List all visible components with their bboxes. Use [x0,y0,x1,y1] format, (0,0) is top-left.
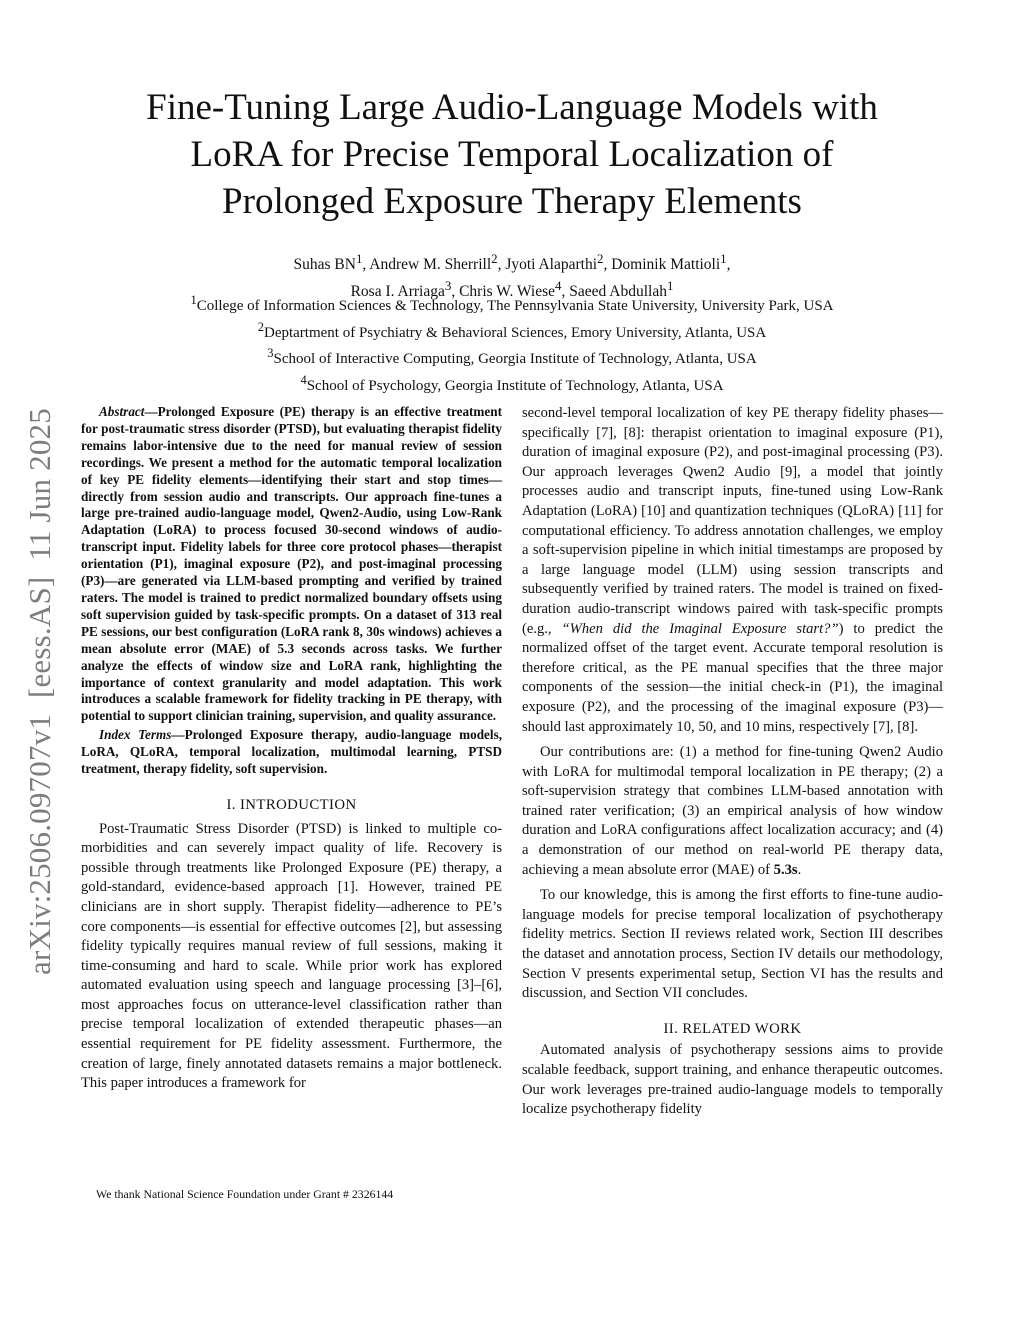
left-column [81,404,502,1094]
index-terms-text: —Prolonged Exposure therapy, audio-language models, LoRA, QLoRA, temporal localization, multimodal learning, PTSD treatment, therapy fidelity, soft supervision. [81,727,502,777]
author-affil-sup: 4 [555,278,562,294]
affiliation-text: School of Psychology, Georgia Institute of Technology, Atlanta, USA [306,377,724,394]
contributions-paragraph [522,743,943,880]
title-line-1: Fine-Tuning Large Audio-Language Models with [146,87,878,128]
affiliation-text: College of Information Sciences & Technology, The Pennsylvania State University, University Park, USA [196,298,834,314]
paragraph-text: . [797,861,802,878]
affiliation-list [80,290,944,396]
author-name: Chris W. Wiese [459,283,556,301]
author-separator: , [603,256,612,274]
index-terms [81,727,502,778]
author-line-1 [80,248,944,275]
abstract-label: Abstract [99,404,145,419]
footnote: We thank National Science Foundation under Grant # 2326144 [96,1187,394,1201]
author-affil-sup: 1 [720,251,727,266]
author-separator: , [726,256,731,274]
related-work-paragraph: Automated analysis of psychotherapy sessions aims to provide scalable feedback, support training, and enhance therapeutic outcomes. Our work leverages pre-trained audio-language models to temporally localize psychotherapy fidelity [522,1042,943,1118]
author-affil-sup: 1 [666,278,674,294]
intro-paragraph: Post-Traumatic Stress Disorder (PTSD) is linked to multiple co-morbidities and can severely impact quality of life. Recovery is possible through treatments like Prolonged Exposure (PE) therapy, a gold-standard, evidence-based approach [1]. However, trained PE clinicians are in short supply. Therapist fidelity—adherence to PE’s core components—is essential for effective outcomes [2], but assessing fidelity typically requires manual review of full sessions, making it time-consuming and hard to scale. While prior work has explored automated evaluation using speech and language processing [3]–[6], most approaches focus on utterance-level classification rather than precise temporal localization of extended therapeutic phases—an essential requirement for PE fidelity assessment. Furthermore, the creation of large, finely annotated datasets remains a major bottleneck. This paper introduces a framework for [81,820,502,1092]
affiliation [80,317,944,344]
author-separator: , [561,283,570,301]
mae-value: 5.3s [773,861,798,878]
author-name: Rosa I. Arriaga [350,283,445,301]
section-heading-introduction: I. INTRODUCTION [226,796,357,813]
example-prompt: “When did the Imaginal Exposure start?” [561,620,839,637]
author-name: Saeed Abdullah [569,283,667,301]
paragraph-text: Our contributions are: (1) a method for fine-tuning Qwen2 Audio with LoRA for multimodal temporal localization in PE therapy; (2) a soft-supervision strategy that combines LLM-based annotation with trained rater verification; (3) an empirical analysis of how window duration and LoRA configurations affect localization accuracy; and (4) a demonstration of our method on real-world PE therapy data, achieving a mean absolute error (MAE) of [522,744,943,878]
author-affil-sup: 2 [491,251,498,266]
author-affil-sup: 2 [597,251,604,266]
title-line-3: Prolonged Exposure Therapy Elements [222,181,802,222]
body-paragraph [522,404,943,737]
section-heading-related-work: II. RELATED WORK [663,1020,802,1037]
arxiv-identifier: arXiv:2506.09707v1 [eess.AS] 11 Jun 2025 [22,408,57,975]
paragraph-text: second-level temporal localization of key PE therapy fidelity phases—specifically [7], [8]: therapist orientation to imaginal exposure (P1), duration of imaginal exposure (P2), and post-imaginal processing (P3). Our approach leverages Qwen2 Audio [9], a model that jointly processes audio and transcript inputs, fine-tuned using Low-Rank Adaptation (LoRA) [10] and quantization techniques (QLoRA) [11] for computational efficiency. To address annotation challenges, we employ a soft-supervision pipeline in which initial timestamps are proposed by a large language model (LLM) using session transcripts and subsequently verified by trained raters. The model is trained on fixed-duration audio-transcript windows paired with task-specific prompts (e.g., [522,405,943,637]
author-name: Suhas BN [293,256,356,274]
affiliation [80,343,944,370]
author-affil-sup: 1 [355,251,363,266]
affiliation [80,290,944,317]
affiliation [80,370,944,397]
affiliation-sup: 2 [257,319,264,334]
paper-title [80,84,944,225]
affiliation-sup: 1 [190,293,197,307]
right-column [522,404,943,1120]
abstract [81,404,502,725]
author-affil-sup: 3 [444,278,452,294]
affiliation-text: School of Interactive Computing, Georgia Institute of Technology, Atlanta, USA [273,351,757,367]
author-name: Andrew M. Sherrill [369,256,492,274]
title-line-2: LoRA for Precise Temporal Localization of [190,134,834,175]
abstract-text: —Prolonged Exposure (PE) therapy is an effective treatment for post-traumatic stress disorder (PTSD), but evaluating therapist fidelity remains labor-intensive due to the need for manual review of session recordings. We present a method for the automatic temporal localization of key PE fidelity elements—identifying their start and stop times—directly from session audio and transcripts. Our approach fine-tunes a large pre-trained audio-language model, Qwen2-Audio, using Low-Rank Adaptation (LoRA) to process focused 30-second windows of audio-transcript input. Fidelity labels for three core protocol phases—therapist orientation (P1), imaginal exposure (P2), and post-imaginal processing (P3)—are generated via LLM-based prompting and verified by trained raters. The model is trained to predict normalized boundary offsets using soft supervision guided by task-specific prompts. On a dataset of 313 real PE sessions, our best configuration (LoRA rank 8, 30s windows) achieves a mean absolute error (MAE) of 5.3 seconds across tasks. We further analyze the effects of window size and LoRA rank, highlighting the importance of context granularity and model adaptation. This work introduces a scalable framework for fidelity tracking in PE therapy, with potential to support clinician training, supervision, and quality assurance. [81,404,502,724]
author-name: Dominik Mattioli [611,256,721,274]
affiliation-sup: 3 [267,346,274,360]
author-separator: , [497,256,506,274]
body-paragraph: To our knowledge, this is among the first efforts to fine-tune audio-language models for precise temporal localization of psychotherapy fidelity metrics. Section II reviews related work, Section III describes the dataset and annotation process, Section IV details our methodology, Section V presents experimental setup, Section VI has the results and discussion, and Section VII concludes. [522,887,943,1002]
index-terms-label: Index Terms [99,727,172,743]
affiliation-sup: 4 [300,372,307,387]
affiliation-text: Deptartment of Psychiatry & Behavioral Sciences, Emory University, Atlanta, USA [263,324,767,341]
author-separator: , [362,256,370,274]
author-separator: , [451,283,460,301]
author-name: Jyoti Alaparthi [505,256,598,274]
paragraph-text: ) to predict the normalized offset of the target event. Accurate temporal resolution is therefore critical, as the PE manual specifies that the three major components of the session—the initial check-in (P1), the imaginal exposure (P2), and the processing of the imaginal exposure (P3)—should last approximately 10, 50, and 10 mins, respectively [7], [8]. [522,620,944,735]
